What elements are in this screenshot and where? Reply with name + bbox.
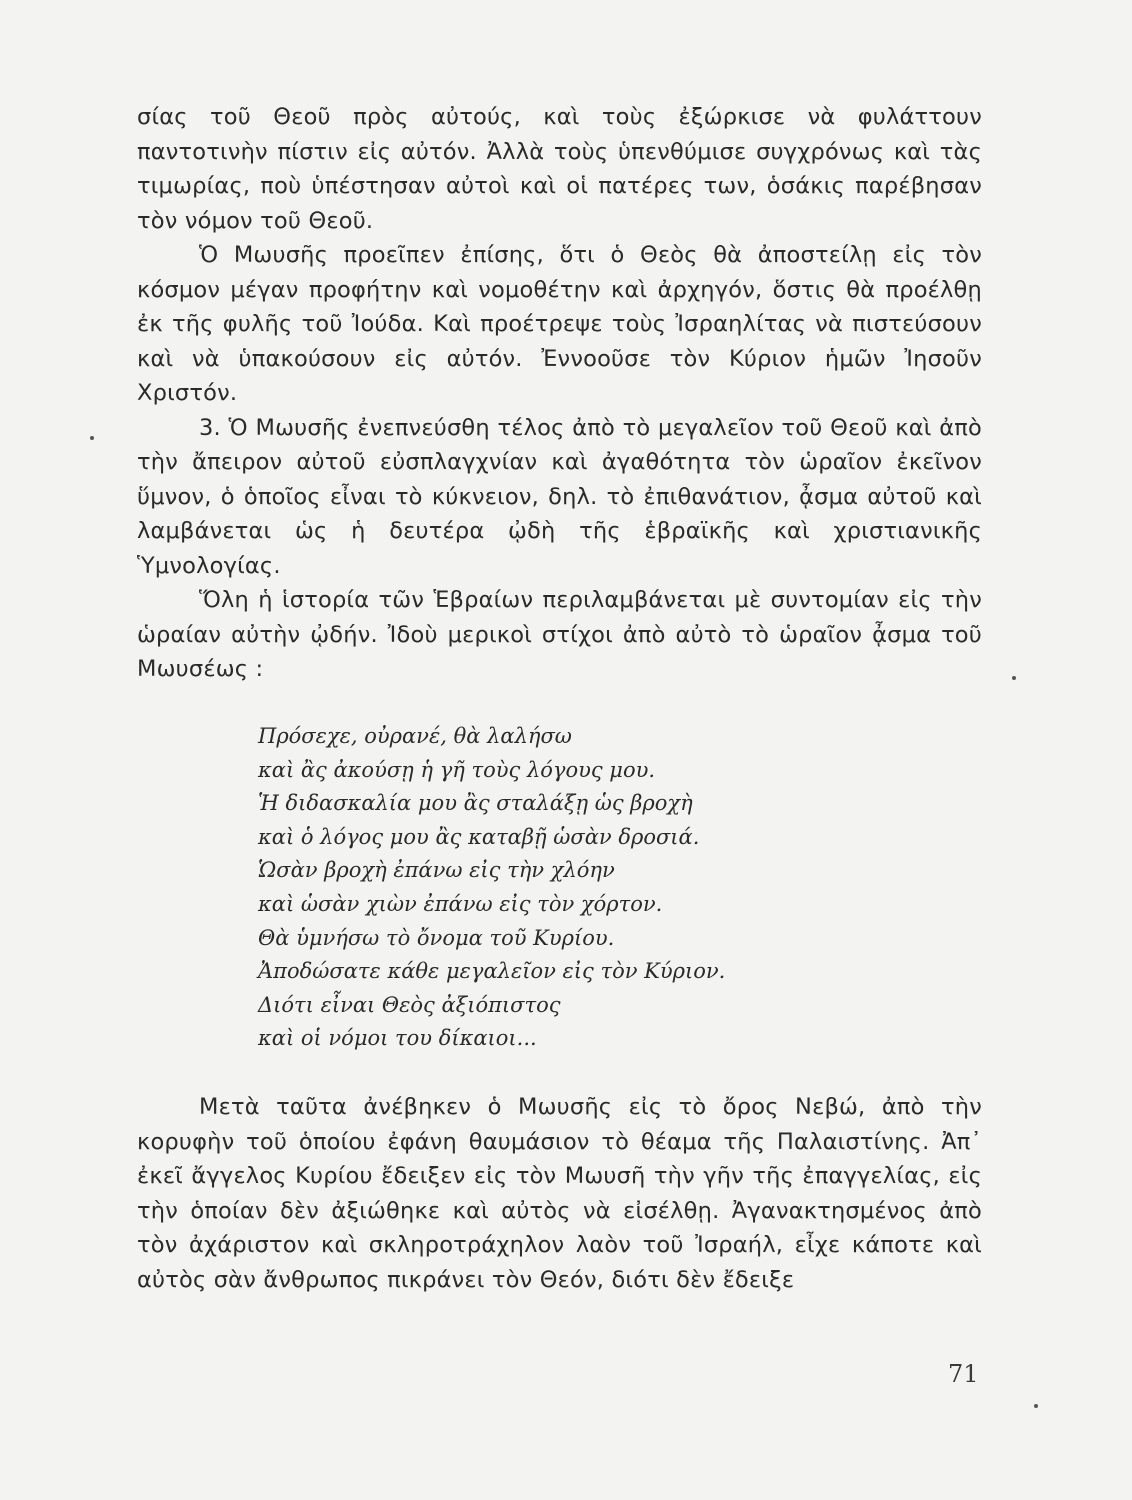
paragraph-hymn: 3. Ὁ Μωυσῆς ἐνεπνεύσθη τέλος ἀπὸ τὸ μεγαλεῖον τοῦ Θεοῦ καὶ ἀπὸ τὴν ἄπειρον αὐτοῦ εὐσπλαγχνίαν καὶ ἀγαθότητα τὸν ὡραῖον ἐκεῖνον ὕμνον, ὁ ὁποῖος εἶναι τὸ κύκνειον, δηλ. τὸ ἐπιθανάτιον, ᾆσμα αὐτοῦ καὶ λαμβάνεται ὡς ἡ δευτέρα ᾠδὴ τῆς ἑβραϊκῆς καὶ χριστιανικῆς Ὑμνολογίας. (137, 414, 982, 579)
paragraph-continuation: σίας τοῦ Θεοῦ πρὸς αὐτούς, καὶ τοὺς ἐξώρκισε νὰ φυλάττουν παντοτινὴν πίστιν εἰς αὐτόν. Ἀλλὰ τοὺς ὑπενθύμισε συγχρόνως καὶ τὰς τιμωρίας, ποὺ ὑπέστησαν αὐτοὶ καὶ οἱ πατέρες των, ὁσάκις παρέβησαν τὸν νόμον τοῦ Θεοῦ. (137, 104, 982, 234)
text-block-top (137, 100, 982, 687)
page-number: 71 (948, 1360, 979, 1388)
scan-speck (90, 436, 94, 440)
poem-verses (258, 720, 878, 1056)
poem-line: Πρόσεχε, οὐρανέ, θὰ λαλήσω (258, 724, 572, 748)
paragraph-prophecy: Ὁ Μωυσῆς προεῖπεν ἐπίσης, ὅτι ὁ Θεὸς θὰ ἀποστείλῃ εἰς τὸν κόσμον μέγαν προφήτην καὶ νομοθέτην καὶ ἀρχηγόν, ὅστις θὰ προέλθῃ ἐκ τῆς φυλῆς τοῦ Ἰούδα. Καὶ προέτρεψε τοὺς Ἰσραηλίτας νὰ πιστεύσουν καὶ νὰ ὑπακούσουν εἰς αὐτόν. Ἐννοοῦσε τὸν Κύριον ἡμῶν Ἰησοῦν Χριστόν. (137, 242, 982, 406)
paragraph-mount-nebo: Μετὰ ταῦτα ἀνέβηκεν ὁ Μωυσῆς εἰς τὸ ὄρος Νεβώ, ἀπὸ τὴν κορυφὴν τοῦ ὁποίου ἐφάνη θαυμάσιον τὸ θέαμα τῆς Παλαιστίνης. Ἀπ᾿ ἐκεῖ ἄγγελος Κυρίου ἔδειξεν εἰς τὸν Μωυσῆ τὴν γῆν τῆς ἐπαγγελίας, εἰς τὴν ὁποίαν δὲν ἀξιώθηκε καὶ αὐτὸς νὰ εἰσέλθῃ. Ἀγανακτησμένος ἀπὸ τὸν ἀχάριστον καὶ σκληροτράχηλον λαὸν τοῦ Ἰσραήλ, εἶχε κάποτε καὶ αὐτὸς σὰν ἄνθρωπος πικράνει τὸν Θεόν, διότι δὲν ἔδειξε (137, 1094, 982, 1293)
poem-line: Διότι εἶναι Θεὸς ἀξιόπιστος (258, 992, 561, 1017)
text-block-bottom (137, 1090, 982, 1297)
poem-line: Ἀποδώσατε κάθε μεγαλεῖον εἰς τὸν Κύριον. (258, 959, 726, 984)
scan-speck (1012, 676, 1016, 680)
poem-line: καὶ ὁ λόγος μου ἂς καταβῇ ὡσὰν δροσιά. (258, 824, 700, 849)
scan-speck (1034, 1404, 1038, 1408)
poem-line: Ἡ διδασκαλία μου ἂς σταλάξῃ ὡς βροχὴ (258, 791, 693, 816)
paragraph-history: Ὅλη ἡ ἱστορία τῶν Ἑβραίων περιλαμβάνεται μὲ συντομίαν εἰς τὴν ὡραίαν αὐτὴν ᾠδήν. Ἰδοὺ μερικοὶ στίχοι ἀπὸ αὐτὸ τὸ ὡραῖον ᾆσμα τοῦ Μωυσέως : (137, 587, 982, 682)
poem-line: Θὰ ὑμνήσω τὸ ὄνομα τοῦ Κυρίου. (258, 925, 615, 950)
poem-line: καὶ ἂς ἀκούσῃ ἡ γῆ τοὺς λόγους μου. (258, 757, 656, 782)
poem-line: καὶ οἱ νόμοι του δίκαιοι... (258, 1026, 537, 1051)
poem-line: καὶ ὡσὰν χιὼν ἐπάνω εἰς τὸν χόρτον. (258, 891, 663, 916)
poem-line: Ὡσὰν βροχὴ ἐπάνω εἰς τὴν χλόην (258, 858, 615, 883)
